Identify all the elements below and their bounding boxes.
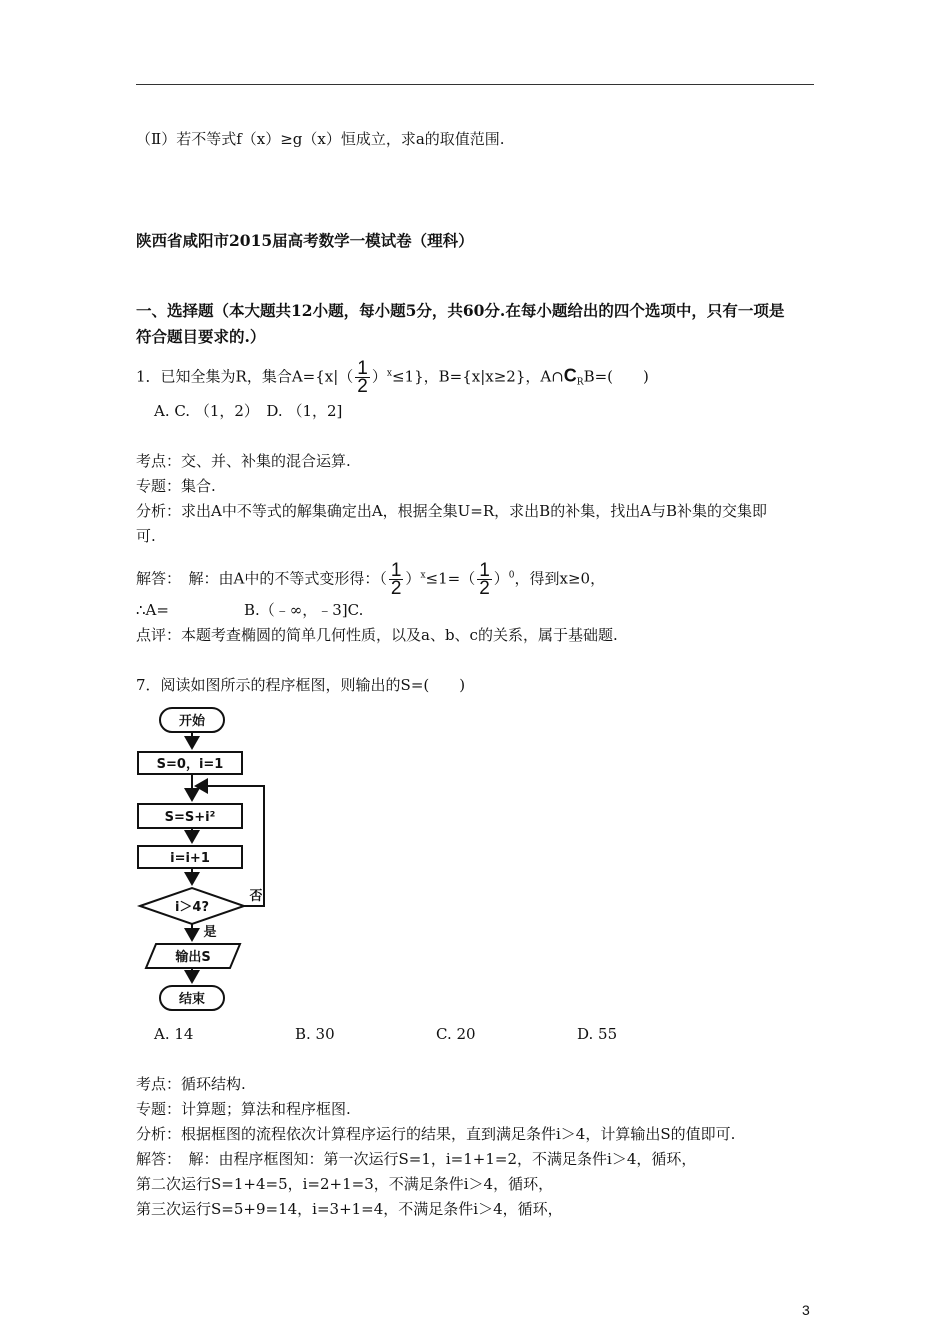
q1-zhuanti: 专题：集合. [136, 477, 216, 495]
flow-yes-label: 是 [203, 925, 217, 940]
q1-therefore: ∴A= B.（﹣∞，﹣3]C. [136, 601, 364, 619]
flow-update-s-label: S=S+i² [164, 810, 216, 825]
flow-update-i-label: i=i+1 [170, 851, 210, 866]
q1-options: A. C. （1，2） D. （1，2] [154, 402, 343, 420]
q7-jieda-line3: 第三次运行S=5+9=14，i=3+1=4，不满足条件i＞4，循环， [136, 1200, 563, 1218]
flow-end-label: 结束 [178, 992, 206, 1007]
q1-jieda-part-e: ，得到x≥0， [514, 569, 606, 588]
flow-init-label: S=0，i=1 [156, 757, 224, 772]
q7-jieda-line1: 解答： 解：由程序框图知：第一次运行S=1，i=1+1=2，不满足条件i＞4，循环， [136, 1150, 697, 1168]
fraction-denominator: 2 [390, 578, 402, 599]
exponent-x: x [420, 570, 426, 581]
flow-no-label: 否 [249, 889, 263, 904]
flow-output-label: 输出S [175, 950, 211, 965]
q7-option-c: C. 20 [436, 1025, 476, 1043]
section-heading-line1: 一、选择题（本大题共12小题，每小题5分，共60分.在每小题给出的四个选项中，只有一项是 [136, 301, 785, 320]
q7-zhuanti: 专题：计算题；算法和程序框图. [136, 1100, 351, 1118]
q1-stem-part-a: 1．已知全集为R，集合A={x|（ [136, 367, 354, 386]
page-number: 3 [802, 1302, 810, 1318]
section-heading-line2: 符合题目要求的.） [136, 327, 266, 346]
header-rule [136, 84, 814, 85]
q1-stem-part-d: B=( ) [583, 367, 649, 386]
paper-title: 陕西省咸阳市2015届高考数学一模试卷（理科） [136, 231, 474, 250]
exponent-zero: 0 [508, 570, 515, 581]
q7-stem: 7．阅读如图所示的程序框图，则输出的S=( ) [136, 676, 466, 694]
q1-jieda-part-d: ） [493, 569, 509, 588]
fraction-one-half [477, 562, 492, 597]
q1-jieda-part-a: 解答： 解：由A中的不等式变形得：（ [136, 569, 387, 588]
q1-jieda-part-b: ） [405, 569, 421, 588]
q1-dianping: 点评：本题考查椭圆的简单几何性质，以及a、b、c的关系，属于基础题. [136, 626, 618, 644]
fraction-numerator: 1 [479, 560, 490, 581]
exponent-x: x [386, 368, 392, 379]
fraction-numerator: 1 [357, 358, 368, 379]
fraction-one-half [389, 562, 404, 597]
q1-stem [136, 360, 649, 395]
q7-jieda-line2: 第二次运行S=1+4=5，i=2+1=3，不满足条件i＞4，循环， [136, 1175, 554, 1193]
q7-kaodian: 考点：循环结构. [136, 1075, 246, 1093]
q1-jieda-part-c: ≤1=（ [425, 569, 476, 588]
q1-fenxi-line2: 可. [136, 527, 156, 545]
fraction-numerator: 1 [390, 560, 402, 581]
q7-fenxi: 分析：根据框图的流程依次计算程序运行的结果，直到满足条件i＞4，计算输出S的值即可. [136, 1125, 736, 1143]
flow-condition-label: i＞4? [174, 900, 210, 915]
program-flowchart [134, 702, 294, 1020]
q1-jieda [136, 562, 605, 597]
q7-option-a: A. 14 [154, 1025, 194, 1043]
q7-option-d: D. 55 [577, 1025, 618, 1043]
q1-stem-part-b: ） [371, 367, 387, 386]
q1-kaodian: 考点：交、并、补集的混合运算. [136, 452, 351, 470]
q1-stem-part-c: ≤1}，B={x|x≥2}，A∩ [391, 367, 564, 386]
fraction-denominator: 2 [357, 376, 368, 397]
complement-symbol: C [563, 365, 577, 386]
q7-option-b: B. 30 [295, 1025, 335, 1043]
prev-question-part2: （Ⅱ）若不等式f（x）≥g（x）恒成立，求a的取值范围. [136, 130, 505, 148]
q1-fenxi-line1: 分析：求出A中不等式的解集确定出A，根据全集U=R，求出B的补集，找出A与B补集的交集即 [136, 502, 768, 520]
subscript-r: R [576, 377, 584, 388]
fraction-denominator: 2 [479, 578, 490, 599]
fraction-one-half [355, 360, 370, 395]
flow-start-label: 开始 [178, 714, 206, 729]
